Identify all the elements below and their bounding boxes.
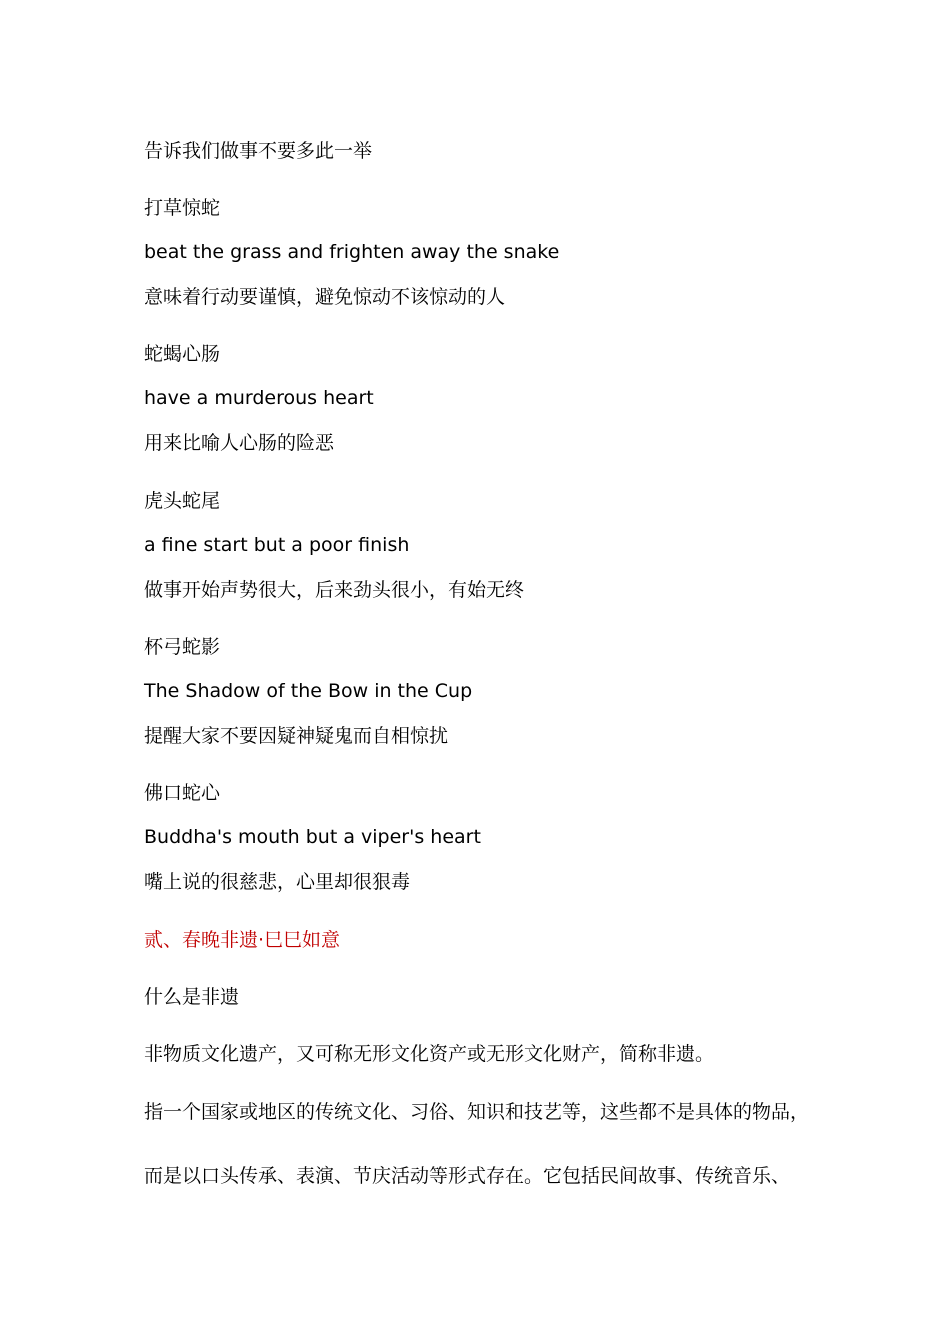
idiom-chinese: 虎头蛇尾 (144, 490, 221, 512)
idiom-english: have a murderous heart (144, 387, 374, 409)
subheading: 什么是非遗 (144, 986, 240, 1008)
idiom-chinese: 杯弓蛇影 (144, 636, 221, 658)
paragraph-line: 非物质文化遗产，又可称无形文化资产或无形文化财产，简称非遗。 (144, 1043, 715, 1065)
idiom-english: Buddha's mouth but a viper's heart (144, 826, 481, 848)
idiom-meaning: 用来比喻人心肠的险恶 (144, 432, 335, 454)
idiom-english: beat the grass and frighten away the snake (144, 241, 560, 263)
paragraph-line: 指一个国家或地区的传统文化、习俗、知识和技艺等，这些都不是具体的物品， (144, 1101, 810, 1123)
idiom-meaning: 告诉我们做事不要多此一举 (144, 140, 373, 162)
idiom-chinese: 蛇蝎心肠 (144, 343, 221, 365)
idiom-english: The Shadow of the Bow in the Cup (144, 680, 473, 702)
idiom-meaning: 意味着行动要谨慎，避免惊动不该惊动的人 (144, 286, 506, 308)
idiom-chinese: 打草惊蛇 (144, 197, 221, 219)
paragraph-line: 而是以口头传承、表演、节庆活动等形式存在。它包括民间故事、传统音乐、 (144, 1165, 791, 1187)
idiom-english: a fine start but a poor finish (144, 534, 410, 556)
idiom-meaning: 嘴上说的很慈悲，心里却很狠毒 (144, 871, 411, 893)
idiom-meaning: 提醒大家不要因疑神疑鬼而自相惊扰 (144, 725, 449, 747)
section-heading: 贰、春晚非遗·巳巳如意 (144, 929, 341, 951)
idiom-meaning: 做事开始声势很大，后来劲头很小，有始无终 (144, 579, 525, 601)
idiom-chinese: 佛口蛇心 (144, 782, 221, 804)
